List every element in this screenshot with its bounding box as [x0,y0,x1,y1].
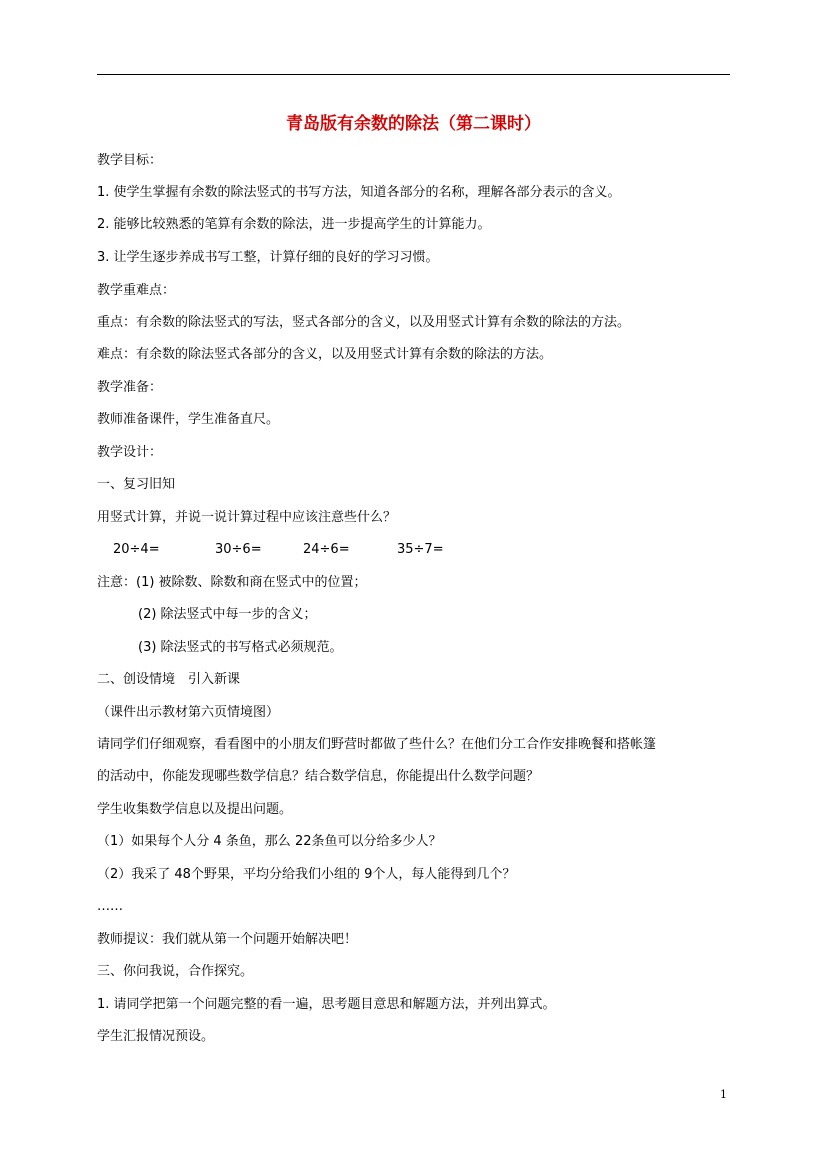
text-line: 教学目标： [97,153,163,168]
text-line: 教师提议：我们就从第一个问题开始解决吧！ [97,932,358,947]
math-expression: 24÷6= [303,542,350,557]
text-line: 1. 请同学把第一个问题完整的看一遍，思考题目意思和解题方法，并列出算式。 [97,997,556,1012]
document-title: 青岛版有余数的除法（第二课时） [286,114,541,134]
text-line: 教学准备： [97,380,163,395]
text-line: 难点：有余数的除法竖式各部分的含义，以及用竖式计算有余数的除法的方法。 [97,347,553,362]
text-line: 学生收集数学信息以及提出问题。 [97,802,293,817]
text-line: 教学设计： [97,445,163,460]
text-line: 重点：有余数的除法竖式的写法，竖式各部分的含义，以及用竖式计算有余数的除法的方法。 [97,315,631,330]
math-expression: 20÷4= [113,542,160,557]
text-line: 1. 使学生掌握有余数的除法竖式的书写方法，知道各部分的名称，理解各部分表示的含义。 [97,185,621,200]
text-line: 3. 让学生逐步养成书写工整，计算仔细的良好的学习习惯。 [97,250,439,265]
text-line: 教师准备课件，学生准备直尺。 [97,412,280,427]
text-line: 学生汇报情况预设。 [97,1029,215,1044]
header-rule [97,74,730,75]
text-line: （课件出示教材第六页情境图） [97,705,280,720]
text-line: (3) 除法竖式的书写格式必须规范。 [138,640,343,655]
text-line: 三、你问我说，合作探究。 [97,964,254,979]
text-line: …… [97,899,123,914]
math-expression: 35÷7= [397,542,444,557]
text-line: 的活动中，你能发现哪些数学信息？结合数学信息，你能提出什么数学问题？ [97,769,540,784]
text-line: （1）如果每个人分 4 条鱼，那么 22条鱼可以分给多少人？ [97,834,442,849]
text-line: (2) 除法竖式中每一步的含义； [138,607,317,622]
text-line: 2. 能够比较熟悉的笔算有余数的除法，进一步提高学生的计算能力。 [97,217,491,232]
math-expression: 30÷6= [215,542,262,557]
text-line: 请同学们仔细观察，看看图中的小朋友们野营时都做了些什么？在他们分工合作安排晚餐和搭帐篷 [97,737,657,752]
text-line: 教学重难点： [97,283,176,298]
text-line: 注意：(1) 被除数、除数和商在竖式中的位置； [97,575,367,590]
text-line: 一、复习旧知 [97,477,176,492]
text-line: 用竖式计算，并说一说计算过程中应该注意些什么？ [97,510,397,525]
text-line: 二、创设情境 引入新课 [97,672,241,687]
page-number: 1 [720,1088,727,1101]
text-line: （2）我采了 48个野果，平均分给我们小组的 9个人，每人能得到几个？ [97,867,516,882]
